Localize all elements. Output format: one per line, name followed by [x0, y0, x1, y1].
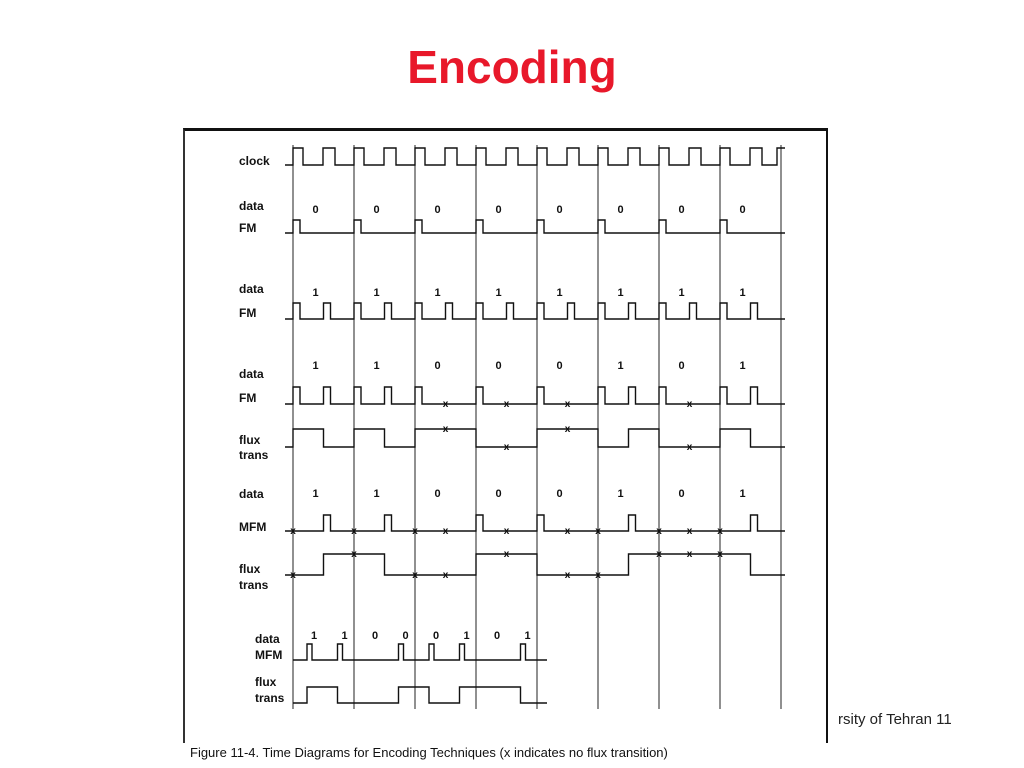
row-label-data: data	[239, 487, 264, 501]
mfm-bit: 1	[739, 488, 746, 500]
row-label-data: data	[239, 367, 264, 381]
mfm-bit: 1	[373, 488, 380, 500]
no-flux-mark: x	[686, 526, 693, 537]
fm-mixed-bit: 0	[556, 360, 563, 372]
timing-diagram	[185, 131, 826, 743]
fm-ones-bit: 1	[495, 287, 502, 299]
mfm-compact-bit: 1	[524, 630, 531, 642]
mfm-bit: 1	[312, 488, 319, 500]
no-flux-mark: x	[351, 549, 357, 560]
no-flux-mark: x	[564, 570, 571, 581]
no-flux-mark: x	[564, 424, 571, 435]
no-flux-mark: x	[503, 549, 510, 560]
fm-zeros-bit: 0	[434, 204, 441, 216]
no-flux-mark: x	[442, 399, 449, 410]
no-flux-mark: x	[656, 526, 662, 537]
no-flux-mark: x	[595, 526, 601, 537]
no-flux-mark: x	[686, 549, 693, 560]
row-label-flux: flux	[239, 433, 261, 447]
no-flux-mark: x	[686, 442, 693, 453]
mfm-compact-waveform	[293, 644, 547, 660]
row-label-fm: FM	[239, 391, 257, 405]
row-label-trans: trans	[239, 448, 269, 462]
no-flux-mark: x	[595, 570, 601, 581]
fm-ones-bit: 1	[739, 287, 746, 299]
row-label-mfm: MFM	[255, 648, 283, 662]
slide-footer: rsity of Tehran 11	[838, 711, 952, 728]
fm-flux-waveform	[285, 429, 785, 447]
mfm-bit: 0	[678, 488, 685, 500]
no-flux-mark: x	[717, 549, 723, 560]
fm-ones-bit: 1	[373, 287, 380, 299]
no-flux-mark: x	[503, 442, 510, 453]
fm-mixed-bit: 0	[434, 360, 441, 372]
fm-ones-bit: 1	[312, 287, 319, 299]
mfm-bit: 0	[495, 488, 502, 500]
row-label-trans: trans	[255, 691, 285, 705]
timing-diagram-figure	[183, 128, 828, 743]
fm-zeros-bit: 0	[495, 204, 502, 216]
no-flux-mark: x	[290, 526, 296, 537]
row-label-data: data	[255, 632, 280, 646]
mfm-bit: 0	[434, 488, 441, 500]
fm-mixed-waveform	[285, 387, 785, 404]
row-label-data: data	[239, 282, 264, 296]
fm-zeros-bit: 0	[739, 204, 746, 216]
mfm-flux-waveform	[285, 554, 785, 575]
row-label-fm: FM	[239, 306, 257, 320]
mfm-waveform	[285, 515, 785, 531]
fm-zeros-bit: 0	[678, 204, 685, 216]
slide-title: Encoding	[407, 41, 617, 93]
no-flux-mark: x	[351, 526, 357, 537]
no-flux-mark: x	[656, 549, 662, 560]
fm-zeros-bit: 0	[373, 204, 380, 216]
no-flux-mark: x	[442, 570, 449, 581]
no-flux-mark: x	[412, 526, 418, 537]
fm-zeros-bit: 0	[312, 204, 319, 216]
no-flux-mark: x	[290, 570, 296, 581]
mfm-compact-bit: 0	[371, 630, 379, 642]
fm-ones-bit: 1	[617, 287, 624, 299]
clock-waveform	[285, 148, 785, 165]
no-flux-mark: x	[503, 526, 510, 537]
fm-ones-bit: 1	[678, 287, 685, 299]
mfm-bit: 0	[556, 488, 563, 500]
no-flux-mark: x	[686, 399, 693, 410]
mfm-bit: 1	[617, 488, 624, 500]
row-label-mfm: MFM	[239, 520, 267, 534]
no-flux-mark: x	[564, 526, 571, 537]
fm-ones-bit: 1	[556, 287, 563, 299]
no-flux-mark: x	[442, 424, 449, 435]
fm-mixed-bit: 0	[678, 360, 685, 372]
row-label-data: data	[239, 199, 264, 213]
no-flux-mark: x	[564, 399, 571, 410]
row-label-clock: clock	[239, 154, 270, 168]
mfm-compact-bit: 0	[432, 630, 440, 642]
fm-mixed-bit: 1	[617, 360, 624, 372]
no-flux-mark: x	[717, 526, 723, 537]
mfm-compact-flux-waveform	[293, 687, 547, 703]
figure-caption: Figure 11-4. Time Diagrams for Encoding Techniques (x indicates no flux transition)	[190, 745, 668, 760]
no-flux-mark: x	[442, 526, 449, 537]
fm-mixed-bit: 1	[373, 360, 380, 372]
row-label-fm: FM	[239, 221, 257, 235]
no-flux-mark: x	[503, 399, 510, 410]
row-label-flux: flux	[255, 675, 277, 689]
fm-ones-bit: 1	[434, 287, 441, 299]
no-flux-mark: x	[412, 570, 418, 581]
mfm-compact-bit: 1	[463, 630, 470, 642]
fm-mixed-bit: 0	[495, 360, 502, 372]
row-label-trans: trans	[239, 578, 269, 592]
mfm-compact-bit: 0	[402, 630, 409, 642]
mfm-compact-bit: 0	[493, 630, 501, 642]
mfm-compact-bit: 1	[310, 630, 318, 642]
fm-mixed-bit: 1	[739, 360, 746, 372]
fm-ones-waveform	[285, 303, 785, 319]
fm-mixed-bit: 1	[312, 360, 319, 372]
fm-zeros-waveform	[285, 220, 785, 233]
fm-zeros-bit: 0	[556, 204, 563, 216]
mfm-compact-bit: 1	[341, 630, 348, 642]
row-label-flux: flux	[239, 562, 261, 576]
fm-zeros-bit: 0	[617, 204, 624, 216]
